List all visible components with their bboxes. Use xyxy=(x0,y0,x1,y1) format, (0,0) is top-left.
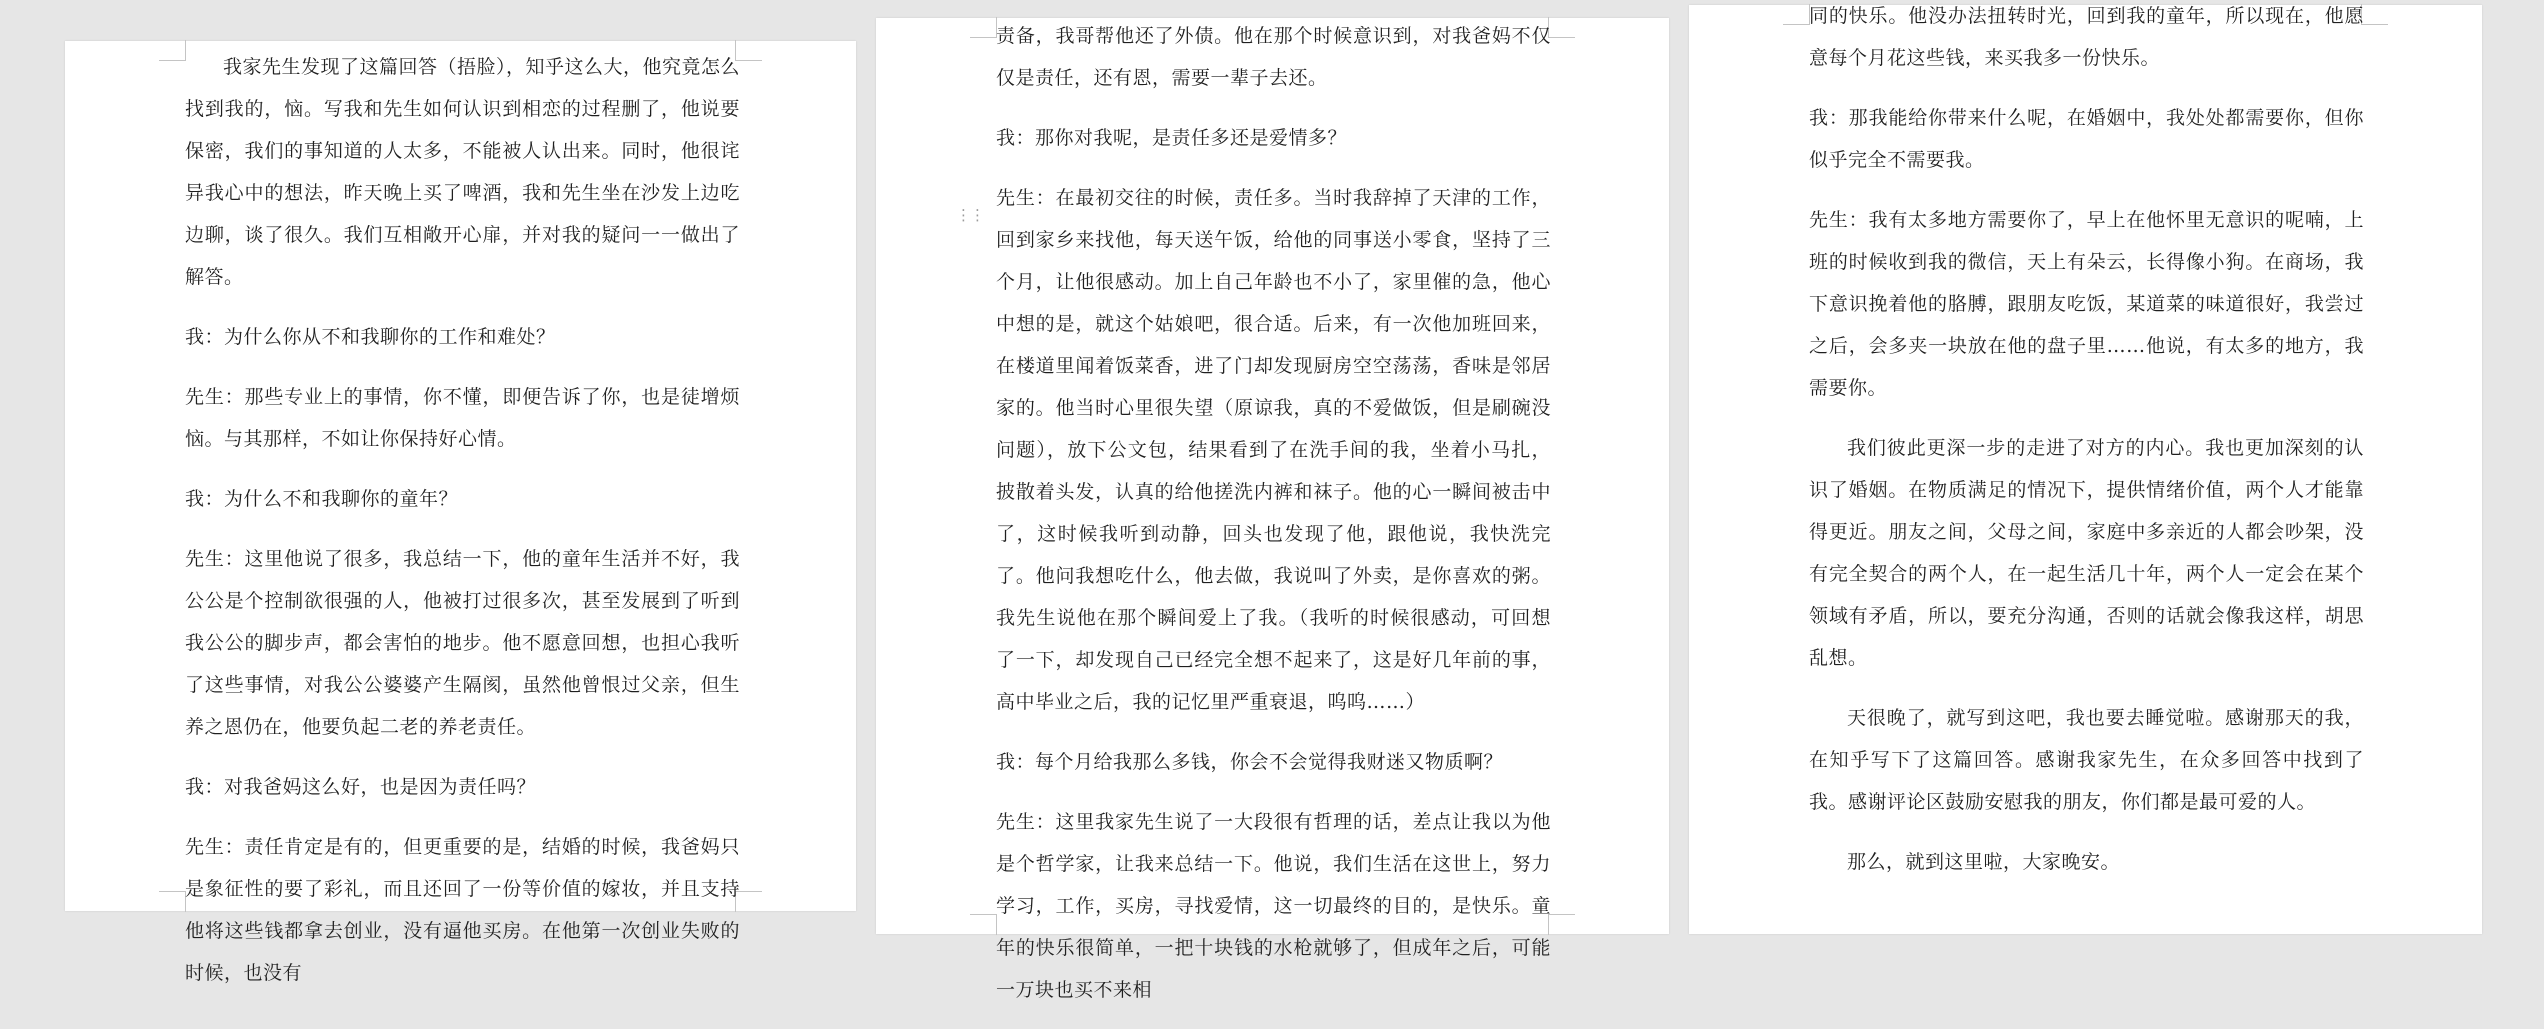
paragraph: 先生：责任肯定是有的，但更重要的是，结婚的时候，我爸妈只是象征性的要了彩礼，而且还回了一份等价值的嫁妆，并且支持他将这些钱都拿去创业，没有逼他买房。在他第一次创业失败的时候，也没有 xyxy=(185,836,740,984)
paragraph: 我：为什么你从不和我聊你的工作和难处？ xyxy=(185,326,556,348)
page-corner-mark xyxy=(970,17,997,38)
page-corner-mark xyxy=(159,891,186,912)
page-text-body[interactable] xyxy=(1809,0,2364,901)
paragraph: 我：那你对我呢，是责任多还是爱情多？ xyxy=(996,127,1348,149)
document-page-2 xyxy=(876,18,1669,1001)
paragraph: 天很晚了，就写到这吧，我也要去睡觉啦。感谢那天的我，在知乎写下了这篇回答。感谢我家先生，在众多回答中找到了我。感谢评论区鼓励安慰我的朋友，你们都是最可爱的人。 xyxy=(1809,707,2364,813)
page-corner-mark xyxy=(2361,4,2388,25)
paragraph-drag-handle-icon[interactable]: ⋮⋮ xyxy=(956,206,984,224)
paragraph: 我家先生发现了这篇回答（捂脸），知乎这么大，他究竟怎么找到我的，恼。写我和先生如何认识到相恋的过程删了，他说要保密，我们的事知道的人太多，不能被人认出来。同时，他很诧异我心中的想法，昨天晚上买了啤酒，我和先生坐在沙发上边吃边聊，谈了很久。我们互相敞开心扉，并对我的疑问一一做出了解答。 xyxy=(185,56,741,288)
paragraph: 先生：在最初交往的时候，责任多。当时我辞掉了天津的工作，回到家乡来找他，每天送午饭，给他的同事送小零食，坚持了三个月，让他很感动。加上自己年龄也不小了，家里催的急，他心中想的是，就这个姑娘吧，很合适。后来，有一次他加班回来，在楼道里闻着饭菜香，进了门却发现厨房空空荡荡，香味是邻居家的。他当时心里很失望（原谅我，真的不爱做饭，但是刷碗没问题），放下公文包，结果看到了在洗手间的我，坐着小马扎，披散着头发，认真的给他搓洗内裤和袜子。他的心一瞬间被击中了，这时候我听到动静，回头也发现了他，跟他说，我快洗完了。他问我想吃什么，他去做，我说叫了外卖，是你喜欢的粥。我先生说他在那个瞬间爱上了我。（我听的时候很感动，可回想了一下，却发现自己已经完全想不起来了，这是好几年前的事，高中毕业之后，我的记忆里严重衰退，呜呜……） xyxy=(996,187,1551,713)
document-page-1 xyxy=(65,41,856,984)
paragraph: 那么，就到这里啦，大家晚安。 xyxy=(1847,851,2121,873)
page-text-body[interactable] xyxy=(185,46,740,1012)
paragraph: 先生：我有太多地方需要你了，早上在他怀里无意识的呢喃，上班的时候收到我的微信，天上有朵云，长得像小狗。在商场，我下意识挽着他的胳膊，跟朋友吃饭，某道菜的味道很好，我尝过之后，会多夹一块放在他的盘子里……他说，有太多的地方，我需要你。 xyxy=(1809,209,2364,399)
page-corner-mark xyxy=(1783,4,1810,25)
page-text-body[interactable] xyxy=(996,15,1551,1029)
paragraph: 先生：这里他说了很多，我总结一下，他的童年生活并不好，我公公是个控制欲很强的人，他被打过很多次，甚至发展到了听到我公公的脚步声，都会害怕的地步。他不愿意回想，也担心我听了这些事情，对我公公婆婆产生隔阂，虽然他曾恨过父亲，但生养之恩仍在，他要负起二老的养老责任。 xyxy=(185,548,740,738)
paragraph: 先生：这里我家先生说了一大段很有哲理的话，差点让我以为他是个哲学家，让我来总结一下。他说，我们生活在这世上，努力学习，工作，买房，寻找爱情，这一切最终的目的，是快乐。童年的快乐很简单，一把十块钱的水枪就够了，但成年之后，可能一万块也买不来相 xyxy=(996,811,1551,1001)
page-corner-mark xyxy=(1548,914,1575,935)
paragraph: 同的快乐。他没办法扭转时光，回到我的童年，所以现在，他愿意每个月花这些钱，来买我多一份快乐。 xyxy=(1809,5,2364,69)
page-corner-mark xyxy=(1548,17,1575,38)
paragraph: 我：为什么不和我聊你的童年？ xyxy=(185,488,459,510)
paragraph: 我们彼此更深一步的走进了对方的内心。我也更加深刻的认识了婚姻。在物质满足的情况下，提供情绪价值，两个人才能靠得更近。朋友之间，父母之间，家庭中多亲近的人都会吵架，没有完全契合的两个人，在一起生活几十年，两个人一定会在某个领域有矛盾，所以，要充分沟通，否则的话就会像我这样，胡思乱想。 xyxy=(1809,437,2364,669)
page-corner-mark xyxy=(159,40,186,61)
paragraph: 我：对我爸妈这么好，也是因为责任吗？ xyxy=(185,776,537,798)
document-page-3 xyxy=(1689,5,2482,934)
paragraph: 我：每个月给我那么多钱，你会不会觉得我财迷又物质啊？ xyxy=(996,751,1504,773)
paragraph: 责备，我哥帮他还了外债。他在那个时候意识到，对我爸妈不仅仅是责任，还有恩，需要一辈子去还。 xyxy=(996,25,1551,89)
page-corner-mark xyxy=(970,914,997,935)
paragraph: 先生：那些专业上的事情，你不懂，即便告诉了你，也是徒增烦恼。与其那样，不如让你保持好心情。 xyxy=(185,386,740,450)
paragraph: 我：那我能给你带来什么呢，在婚姻中，我处处都需要你，但你似乎完全不需要我。 xyxy=(1809,107,2364,171)
